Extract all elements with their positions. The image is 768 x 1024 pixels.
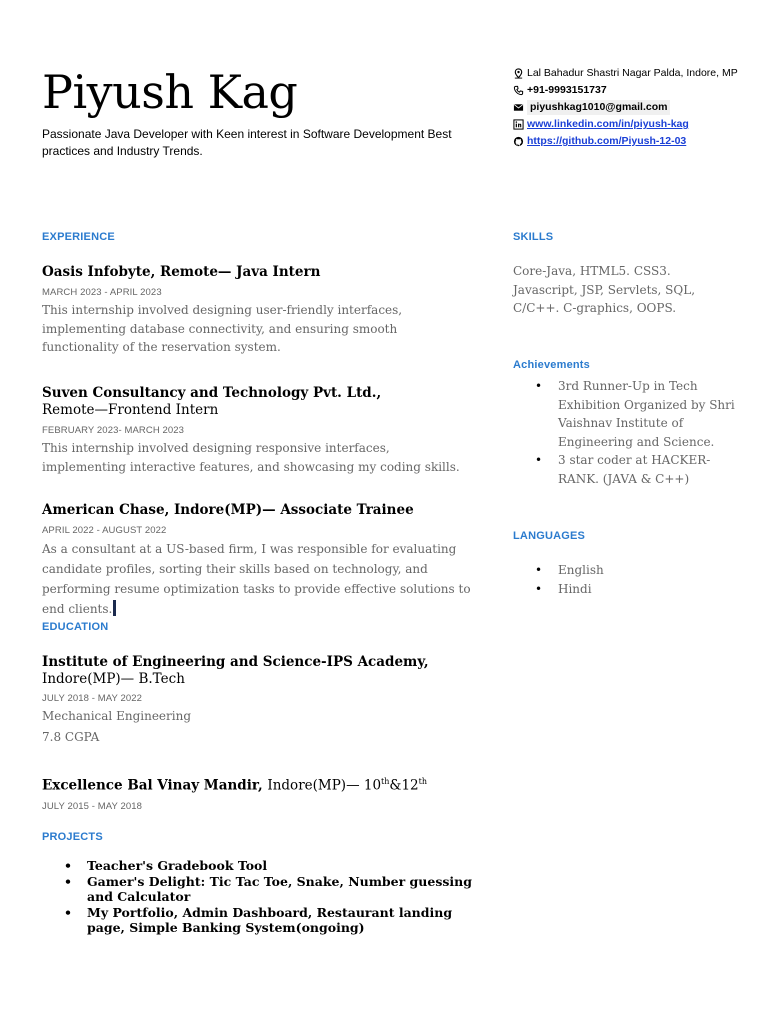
contact-block xyxy=(513,66,753,151)
school-name: Excellence Bal Vinay Mandir, xyxy=(42,777,263,794)
job-role: Java Intern xyxy=(231,264,321,280)
list-item: • 3rd Runner-Up in Tech Exhibition Organized by Shri Vaishnav Institute of Engineering and Science. xyxy=(535,379,735,449)
languages-heading: LANGUAGES xyxy=(513,530,586,542)
job-date: APRIL 2022 - AUGUST 2022 xyxy=(42,525,167,536)
achievements-heading: Achievements xyxy=(513,359,590,371)
school-detail: Indore(MP)— 10 xyxy=(267,777,382,794)
education-date: JULY 2018 - MAY 2022 xyxy=(42,693,143,704)
job-description: As a consultant at a US-based firm, I was responsible for evaluating candidate profiles, sorting their skills based on technology, and performing resume optimization tasks to provide effective solutions to end clients. xyxy=(42,542,471,616)
list-item: • Gamer's Delight: Tic Tac Toe, Snake, Number guessing and Calculator xyxy=(64,873,472,904)
skills-text: Core-Java, HTML5. CSS3. Javascript, JSP, Servlets, SQL, C/C++. C-graphics, OOPS. xyxy=(513,264,696,315)
job-description: This internship involved designing responsive interfaces, implementing interactive features, and showcasing my coding skills. xyxy=(42,441,460,474)
projects-heading: PROJECTS xyxy=(42,831,103,843)
job-date: MARCH 2023 - APRIL 2023 xyxy=(42,287,162,298)
github-row xyxy=(513,134,753,149)
phone-number[interactable]: +91-9993151737 xyxy=(527,84,607,96)
education-date: JULY 2015 - MAY 2018 xyxy=(42,800,143,812)
list-item: • 3 star coder at HACKER-RANK. (JAVA & C++) xyxy=(535,453,711,486)
experience-heading: EXPERIENCE xyxy=(42,231,115,243)
linkedin-icon xyxy=(513,117,527,132)
job-entry-oasis xyxy=(42,264,472,357)
email-row xyxy=(513,100,753,115)
job-description: This internship involved designing user-friendly interfaces, implementing database connectivity, and ensuring smooth functionality of the reservation system. xyxy=(42,303,403,354)
achievements-list xyxy=(513,377,738,488)
address-text: Lal Bahadur Shastri Nagar Palda, Indore, MP xyxy=(527,67,738,79)
school-name: Institute of Engineering and Science-IPS Academy, xyxy=(42,654,429,670)
school-title: Excellence Bal Vinay Mandir, Indore(MP)— 10th&12th xyxy=(42,777,427,794)
job-entry-suven xyxy=(42,385,472,476)
address-row xyxy=(513,66,753,81)
list-item: • English xyxy=(535,563,604,577)
job-title xyxy=(42,502,472,519)
job-role: Remote—Frontend Intern xyxy=(42,402,219,418)
email-link[interactable]: piyushkag1010@gmail.com xyxy=(527,100,670,115)
languages-list-container xyxy=(513,561,738,598)
envelope-icon xyxy=(513,100,527,115)
job-entry-american-chase xyxy=(42,502,472,619)
list-item: • My Portfolio, Admin Dashboard, Restaurant landing page, Simple Banking System(ongoing) xyxy=(64,904,453,935)
skills-heading: SKILLS xyxy=(513,231,554,243)
phone-icon xyxy=(513,83,527,98)
job-company: American Chase, Indore(MP)— xyxy=(42,502,276,518)
list-item: • Teacher's Gradebook Tool xyxy=(64,858,268,873)
text-cursor xyxy=(113,600,116,616)
achievements-list-container xyxy=(513,377,738,488)
linkedin-row xyxy=(513,117,753,132)
linkedin-link[interactable]: www.linkedin.com/in/piyush-kag xyxy=(527,118,689,130)
job-company: Suven Consultancy and Technology Pvt. Ltd., xyxy=(42,385,382,401)
education-entry-school xyxy=(42,773,472,812)
job-title xyxy=(42,264,472,281)
map-pin-icon xyxy=(513,66,527,81)
list-item: • Hindi xyxy=(535,581,592,596)
job-date: FEBRUARY 2023- MARCH 2023 xyxy=(42,425,185,436)
github-link[interactable]: https://github.com/Piyush-12-03 xyxy=(527,135,687,147)
education-heading: EDUCATION xyxy=(42,621,109,633)
education-field: Mechanical Engineering xyxy=(42,709,192,723)
job-role: Associate Trainee xyxy=(275,502,414,518)
education-score: 7.8 CGPA xyxy=(42,729,100,744)
degree-detail: Indore(MP)— B.Tech xyxy=(42,671,185,687)
job-company: Oasis Infobyte, Remote— xyxy=(42,264,232,280)
projects-list-container xyxy=(42,858,472,936)
phone-row xyxy=(513,83,753,98)
education-entry-ips xyxy=(42,654,472,746)
candidate-name: Piyush Kag xyxy=(42,65,298,119)
projects-list xyxy=(42,858,472,936)
github-icon xyxy=(513,134,527,149)
tagline: Passionate Java Developer with Keen interest in Software Development Best practices and Industry Trends. xyxy=(42,127,452,158)
languages-list xyxy=(513,561,738,598)
